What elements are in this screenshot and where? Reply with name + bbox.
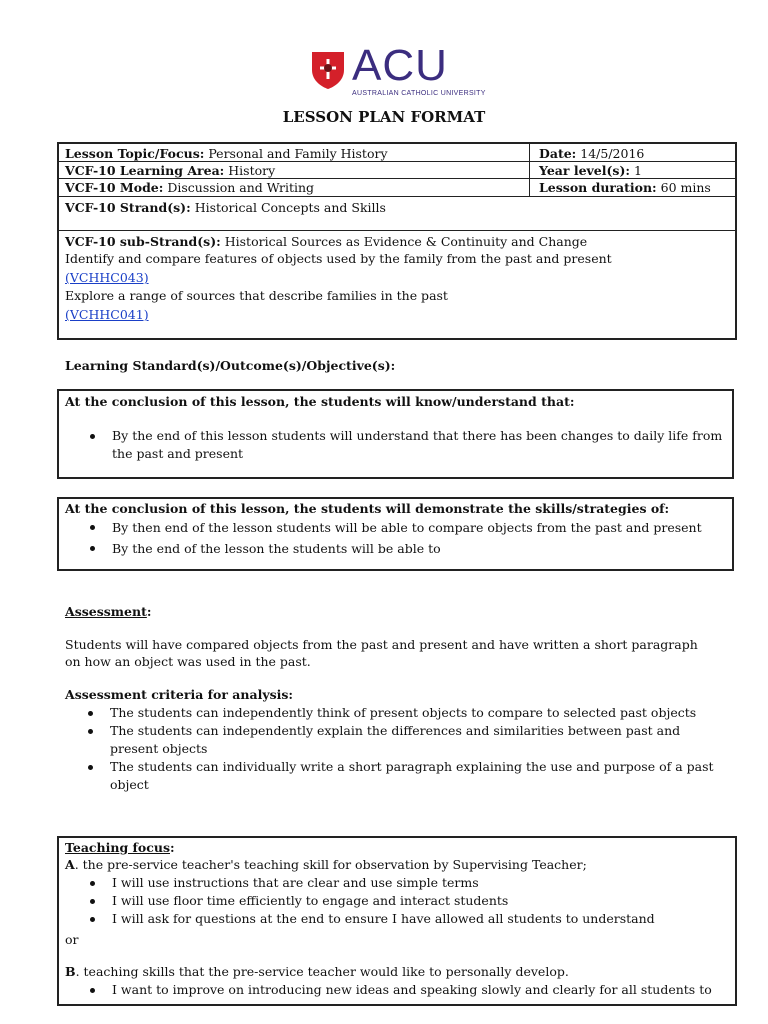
topic-row: [65, 145, 388, 162]
duration-row: [539, 179, 711, 196]
skills-strategies-box: [57, 497, 734, 571]
list-item: I will ask for questions at the end to ensure I have allowed all students to understand: [65, 910, 725, 928]
know-understand-box: [57, 389, 734, 479]
substrand-label: VCF-10 sub-Strand(s):: [65, 234, 221, 249]
learning-standards-heading: Learning Standard(s)/Outcome(s)/Objective(s):: [65, 358, 396, 373]
teaching-focus-heading: Teaching focus:: [65, 840, 175, 855]
mode-label: VCF-10 Mode:: [65, 180, 164, 195]
know-list: [65, 427, 725, 463]
bullet-icon: [88, 729, 93, 734]
mode-value: Discussion and Writing: [167, 180, 315, 195]
assessment-heading: Assessment:: [65, 604, 152, 619]
bullet-icon: [90, 917, 95, 922]
skills-list: [65, 517, 725, 559]
bullet-icon: [90, 525, 95, 530]
list-item: The students can independently explain the differences and similarities between past and present objects: [63, 722, 725, 758]
lesson-details-table: [57, 142, 737, 340]
year-row: [539, 162, 642, 179]
list-item: I will use floor time efficiently to engage and interact students: [65, 892, 725, 910]
area-row: [65, 162, 275, 179]
curriculum-code-link[interactable]: (VCHHC041): [65, 307, 149, 322]
option-a-text: A. the pre-service teacher's teaching skill for observation by Supervising Teacher;: [65, 857, 587, 872]
explore-objective: Explore a range of sources that describe families in the past: [65, 288, 448, 303]
list-item: The students can individually write a short paragraph explaining the use and purpose of a past object: [63, 758, 725, 794]
strand-value: Historical Concepts and Skills: [194, 200, 386, 215]
bullet-icon: [90, 434, 95, 439]
curriculum-code-link[interactable]: (VCHHC043): [65, 270, 149, 285]
bullet-icon: [90, 546, 95, 551]
know-heading: At the conclusion of this lesson, the students will know/understand that:: [65, 394, 575, 409]
list-item: The students can independently think of present objects to compare to selected past objects: [63, 704, 725, 722]
logo-wordmark: ACU: [352, 41, 448, 90]
year-label: Year level(s):: [539, 163, 630, 178]
topic-value: Personal and Family History: [208, 146, 388, 161]
bullet-icon: [88, 711, 93, 716]
substrand-value: Historical Sources as Evidence & Continuity and Change: [224, 234, 588, 249]
list-item: I want to improve on introducing new ideas and speaking slowly and clearly for all students to: [65, 981, 725, 999]
substrand-row: [65, 233, 587, 250]
topic-label: Lesson Topic/Focus:: [65, 146, 205, 161]
area-label: VCF-10 Learning Area:: [65, 163, 225, 178]
date-row: [539, 145, 644, 162]
strand-row: [65, 199, 386, 216]
mode-row: [65, 179, 314, 196]
or-text: or: [65, 932, 79, 947]
list-item: By then end of the lesson students will be able to compare objects from the past and present: [65, 517, 725, 538]
teaching-focus-box: [57, 836, 737, 1006]
area-value: History: [228, 163, 276, 178]
identify-objective: Identify and compare features of objects used by the family from the past and present: [65, 251, 612, 266]
duration-value: 60 mins: [660, 180, 711, 195]
page-title: LESSON PLAN FORMAT: [282, 108, 486, 126]
date-label: Date:: [539, 146, 577, 161]
bullet-icon: [90, 881, 95, 886]
logo-subtitle: AUSTRALIAN CATHOLIC UNIVERSITY: [352, 90, 486, 97]
list-item: By the end of this lesson students will understand that there has been changes to daily life from the past and present: [65, 427, 725, 463]
option-a-list: [65, 874, 725, 928]
bullet-icon: [90, 899, 95, 904]
criteria-heading: Assessment criteria for analysis:: [65, 687, 294, 702]
shield-icon: [310, 50, 346, 90]
acu-logo: [310, 41, 486, 98]
duration-label: Lesson duration:: [539, 180, 657, 195]
assessment-description: Students will have compared objects from the past and present and have written a short paragraph on how an object was used in the past.: [65, 637, 698, 669]
bullet-icon: [88, 765, 93, 770]
year-value: 1: [633, 163, 642, 178]
option-b-text: B. teaching skills that the pre-service teacher would like to personally develop.: [65, 964, 569, 979]
list-item: By the end of the lesson the students will be able to: [65, 538, 725, 559]
criteria-list: [63, 704, 725, 794]
skills-heading: At the conclusion of this lesson, the students will demonstrate the skills/strategies of:: [65, 501, 670, 516]
bullet-icon: [90, 988, 95, 993]
strand-label: VCF-10 Strand(s):: [65, 200, 191, 215]
list-item: I will use instructions that are clear and use simple terms: [65, 874, 725, 892]
date-value: 14/5/2016: [580, 146, 645, 161]
option-b-list: [65, 981, 725, 999]
